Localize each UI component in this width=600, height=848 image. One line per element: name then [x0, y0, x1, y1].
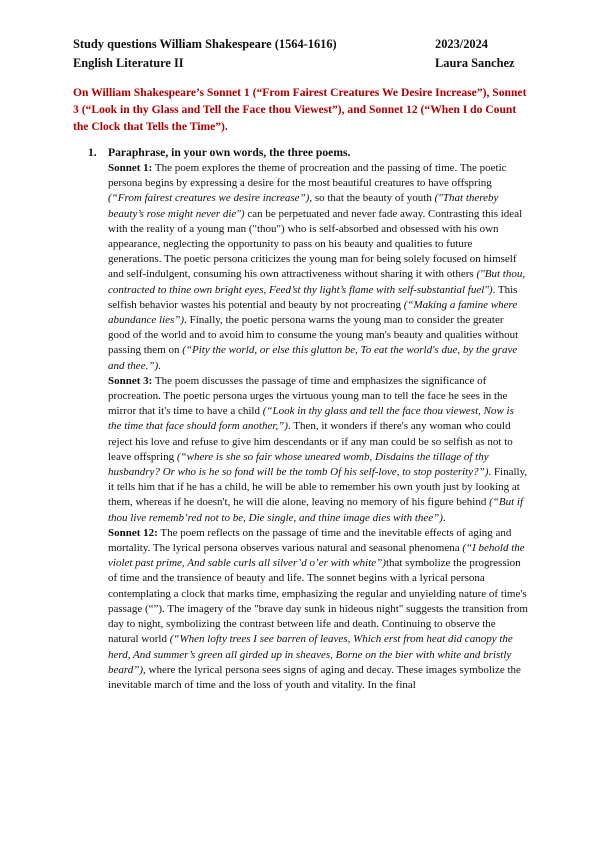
- sonnet3-quote: (“Look in thy glass and tell the face thou viewest, Now is the time that face should form another,”): [108, 405, 514, 433]
- sonnet1-text: . Finally, the poetic persona warns the young man to consider the greater good of the world and to avoid him to consume the young man's beauty and qualities without passing them on: [108, 314, 519, 357]
- header-row-1: [73, 37, 528, 52]
- sonnet3-text: .: [442, 511, 446, 524]
- sonnet1-text: .: [158, 359, 161, 372]
- header-year: 2023/2024: [435, 37, 489, 51]
- sonnet1-label: Sonnet 1:: [108, 162, 153, 174]
- sonnet3-text: . Finally, it tells him that if he has a child, he will be able to remember his own youth just by looking at them, whereas if he doesn't, he will die alone, leaving no memory of his figure behind: [108, 466, 528, 509]
- sonnet1-quote: ("That thereby beauty’s rose might never die"): [108, 192, 499, 220]
- sonnet12-label: Sonnet 12:: [108, 526, 158, 539]
- header-course: English Literature II: [73, 56, 184, 70]
- question-text: Paraphrase, in your own words, the three poems.: [108, 146, 351, 159]
- sonnet12-text: , where the lyrical persona sees signs of aging and decay. These images symbolize the inevitable march of time and the loss of youth and vitality. In the final: [108, 663, 521, 691]
- sonnet3-quote: (“where is she so fair whose uneared womb, Disdains the tillage of thy husbandry? Or who is he so fond will be the tomb Of his self-love, to stop posterity?”): [108, 450, 489, 479]
- sonnet1-quote: (“From fairest creatures we desire increase”): [108, 192, 310, 205]
- sonnet3-text: . Then, it wonders if there's any woman who could reject his love and refuse to give him descendants or if any man could be so selfish as not to leave offspring: [108, 420, 513, 463]
- sonnet12-text: The poem reflects on the passage of time and the inevitable effects of aging and mortality. The lyrical persona observes various natural and seasonal phenomena: [108, 526, 512, 555]
- question-number: 1.: [88, 146, 97, 159]
- sonnet1-text: . This selfish behavior wastes his potential and beauty by not procreating: [108, 283, 518, 311]
- sonnet1-paragraph: [108, 161, 528, 374]
- sonnet3-paragraph: [108, 374, 528, 526]
- header-title: Study questions William Shakespeare (1564-1616): [73, 37, 337, 51]
- sonnet12-quote: (“I behold the violet past prime, And sable curls all silver’d o’er with white”): [108, 542, 525, 570]
- sonnet1-text: can be perpetuated and never fade away. Contrasting this ideal with the reality of a young man ("thou") who is self-absorbed and obsessed with his own appearance, neglecting the opportunity to pass on his beauty and qualities to future generations. The poetic persona criticizes the young man for being solely focused on himself and self-indulgent, consuming his own attractiveness without sharing it with others: [108, 207, 523, 281]
- document-title: On William Shakespeare’s Sonnet 1 (“From Fairest Creatures We Desire Increase”), Sonnet 3 (“Look in thy Glass and Tell the Face thou Viewest”), and Sonnet 12 (“When I do Count the Clock that Tells the Time”).: [73, 86, 527, 133]
- sonnet3-text: The poem discusses the passage of time and emphasizes the significance of procreation. The poetic persona urges the virtuous young man to tell the face he sees in the mirror that it's time to have a child: [108, 374, 508, 418]
- header-author: Laura Sanchez: [435, 56, 515, 70]
- sonnet12-quote: (“When lofty trees I see barren of leaves, Which erst from heat did canopy the herd, And summer’s green all girded up in sheaves, Borne on the bier with white and bristly beard”): [108, 633, 513, 676]
- sonnet1-quote: ("But thou, contracted to thine own bright eyes, Feed’st thy light’s flame with self-substantial fuel"): [108, 268, 526, 296]
- sonnet1-quote: (“Pity the world, or else this glutton be, To eat the world's due, by the grave and thee.”): [108, 344, 518, 372]
- sonnet3-quote: (“But if thou live rememb’red not to be, Die single, and thine image dies with thee”): [108, 496, 523, 524]
- header-row-2: [73, 56, 528, 71]
- answer-body: [108, 161, 528, 693]
- sonnet12-paragraph: [108, 526, 528, 693]
- sonnet3-label: Sonnet 3:: [108, 374, 153, 387]
- sonnet1-text: , so that the beauty of youth: [309, 192, 435, 205]
- sonnet1-text: The poem explores the theme of procreation and the passing of time. The poetic persona begins by expressing a desire for the most beautiful creatures to have offspring: [108, 162, 507, 190]
- sonnet12-text: that symbolize the progression of time and the transience of beauty and life. The sonnet begins with a lyrical persona contemplating a clock that marks time, emphasizing the regular and unyielding nature of time's passage (“”). The imagery of the "brave day sunk in hideous night" suggests the transition from day to night, symbolizing the contrast between life and death. Continuing to observe the natural world: [108, 557, 528, 646]
- sonnet1-quote: (“Making a famine where abundance lies”): [108, 298, 518, 327]
